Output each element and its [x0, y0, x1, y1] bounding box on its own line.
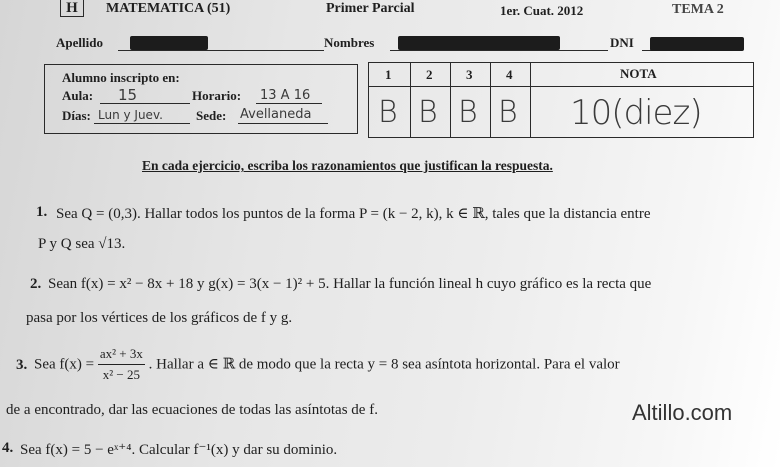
nota-header: NOTA: [620, 66, 657, 81]
sede-line: [238, 123, 328, 124]
header-tema: TEMA 2: [672, 2, 724, 17]
dni-redaction: [650, 37, 744, 51]
header-subject: MATEMATICA (51): [106, 1, 231, 16]
ex2-number: 2.: [30, 276, 42, 292]
grades-col-divider-3: [490, 62, 491, 138]
ex3-prefix: Sea f(x) =: [34, 356, 95, 373]
ex4-line1: Sea f(x) = 5 − eˣ⁺⁴. Calcular f⁻¹(x) y dar su dominio.: [20, 442, 338, 458]
grade-3: B: [458, 95, 478, 130]
grades-col-divider-2: [450, 62, 451, 138]
header-code-box: [60, 0, 84, 17]
aula-label: Aula:: [62, 88, 94, 103]
grades-col-divider-1: [410, 62, 411, 138]
nombres-line: [390, 50, 608, 51]
dias-line: [94, 123, 190, 124]
ex4-number: 4.: [2, 440, 14, 456]
ex1-line1: Sea Q = (0,3). Hallar todos los puntos de la forma P = (k − 2, k), k ∈ ℝ, tales que la distancia entre: [56, 206, 651, 222]
grade-1: B: [378, 95, 398, 130]
apellido-redaction: [130, 36, 208, 50]
sede-value: Avellaneda: [240, 107, 312, 122]
ex3-line1: [34, 344, 620, 385]
ex2-line1: Sean f(x) = x² − 8x + 18 y g(x) = 3(x − 1)² + 5. Hallar la función lineal h cuyo gráfico es la recta que: [48, 276, 652, 292]
ex2-line2: pasa por los vértices de los gráficos de f y g.: [26, 310, 293, 326]
grades-col-3-header: 3: [466, 67, 473, 82]
horario-line: [256, 103, 322, 104]
grade-2: B: [418, 95, 438, 130]
nombres-label: Nombres: [324, 35, 375, 50]
instruction: En cada ejercicio, escriba los razonamientos que justifican la respuesta.: [142, 158, 553, 173]
ex3-suffix: . Hallar a ∈ ℝ de modo que la recta y = 8 sea asíntota horizontal. Para el valor: [148, 356, 620, 373]
ex3-fraction: [98, 344, 145, 385]
dias-value: Lun y Juev.: [98, 108, 163, 122]
horario-label: Horario:: [192, 88, 242, 103]
watermark: Altillo.com: [632, 400, 733, 425]
grades-col-divider-4: [530, 62, 531, 138]
header-exam: Primer Parcial: [326, 1, 415, 16]
sede-label: Sede:: [196, 108, 227, 123]
grades-col-2-header: 2: [426, 67, 433, 82]
ex1-number: 1.: [36, 204, 48, 220]
header-code: H: [66, 0, 78, 16]
grades-header-divider: [368, 86, 754, 87]
aula-value: 15: [118, 86, 138, 104]
ex1-line2: P y Q sea √13.: [38, 236, 126, 252]
aula-line: [100, 103, 190, 104]
enrollment-title: Alumno inscripto en:: [62, 70, 180, 85]
nota-value: 10(diez): [570, 93, 702, 133]
apellido-line: [118, 50, 324, 51]
grades-col-4-header: 4: [506, 67, 513, 82]
dias-label: Días:: [62, 108, 91, 123]
ex3-line2: de a encontrado, dar las ecuaciones de todas las asíntotas de f.: [6, 402, 378, 418]
ex3-number: 3.: [16, 357, 28, 373]
horario-value: 13 A 16: [260, 88, 311, 103]
dni-label: DNI: [610, 35, 634, 50]
ex3-numerator: ax² + 3x: [98, 344, 145, 365]
ex3-denominator: x² − 25: [102, 367, 140, 382]
header-term: 1er. Cuat. 2012: [500, 3, 584, 18]
apellido-label: Apellido: [56, 35, 103, 50]
grade-4: B: [498, 95, 518, 130]
nombres-redaction: [398, 36, 560, 50]
grades-col-1-header: 1: [385, 67, 392, 82]
